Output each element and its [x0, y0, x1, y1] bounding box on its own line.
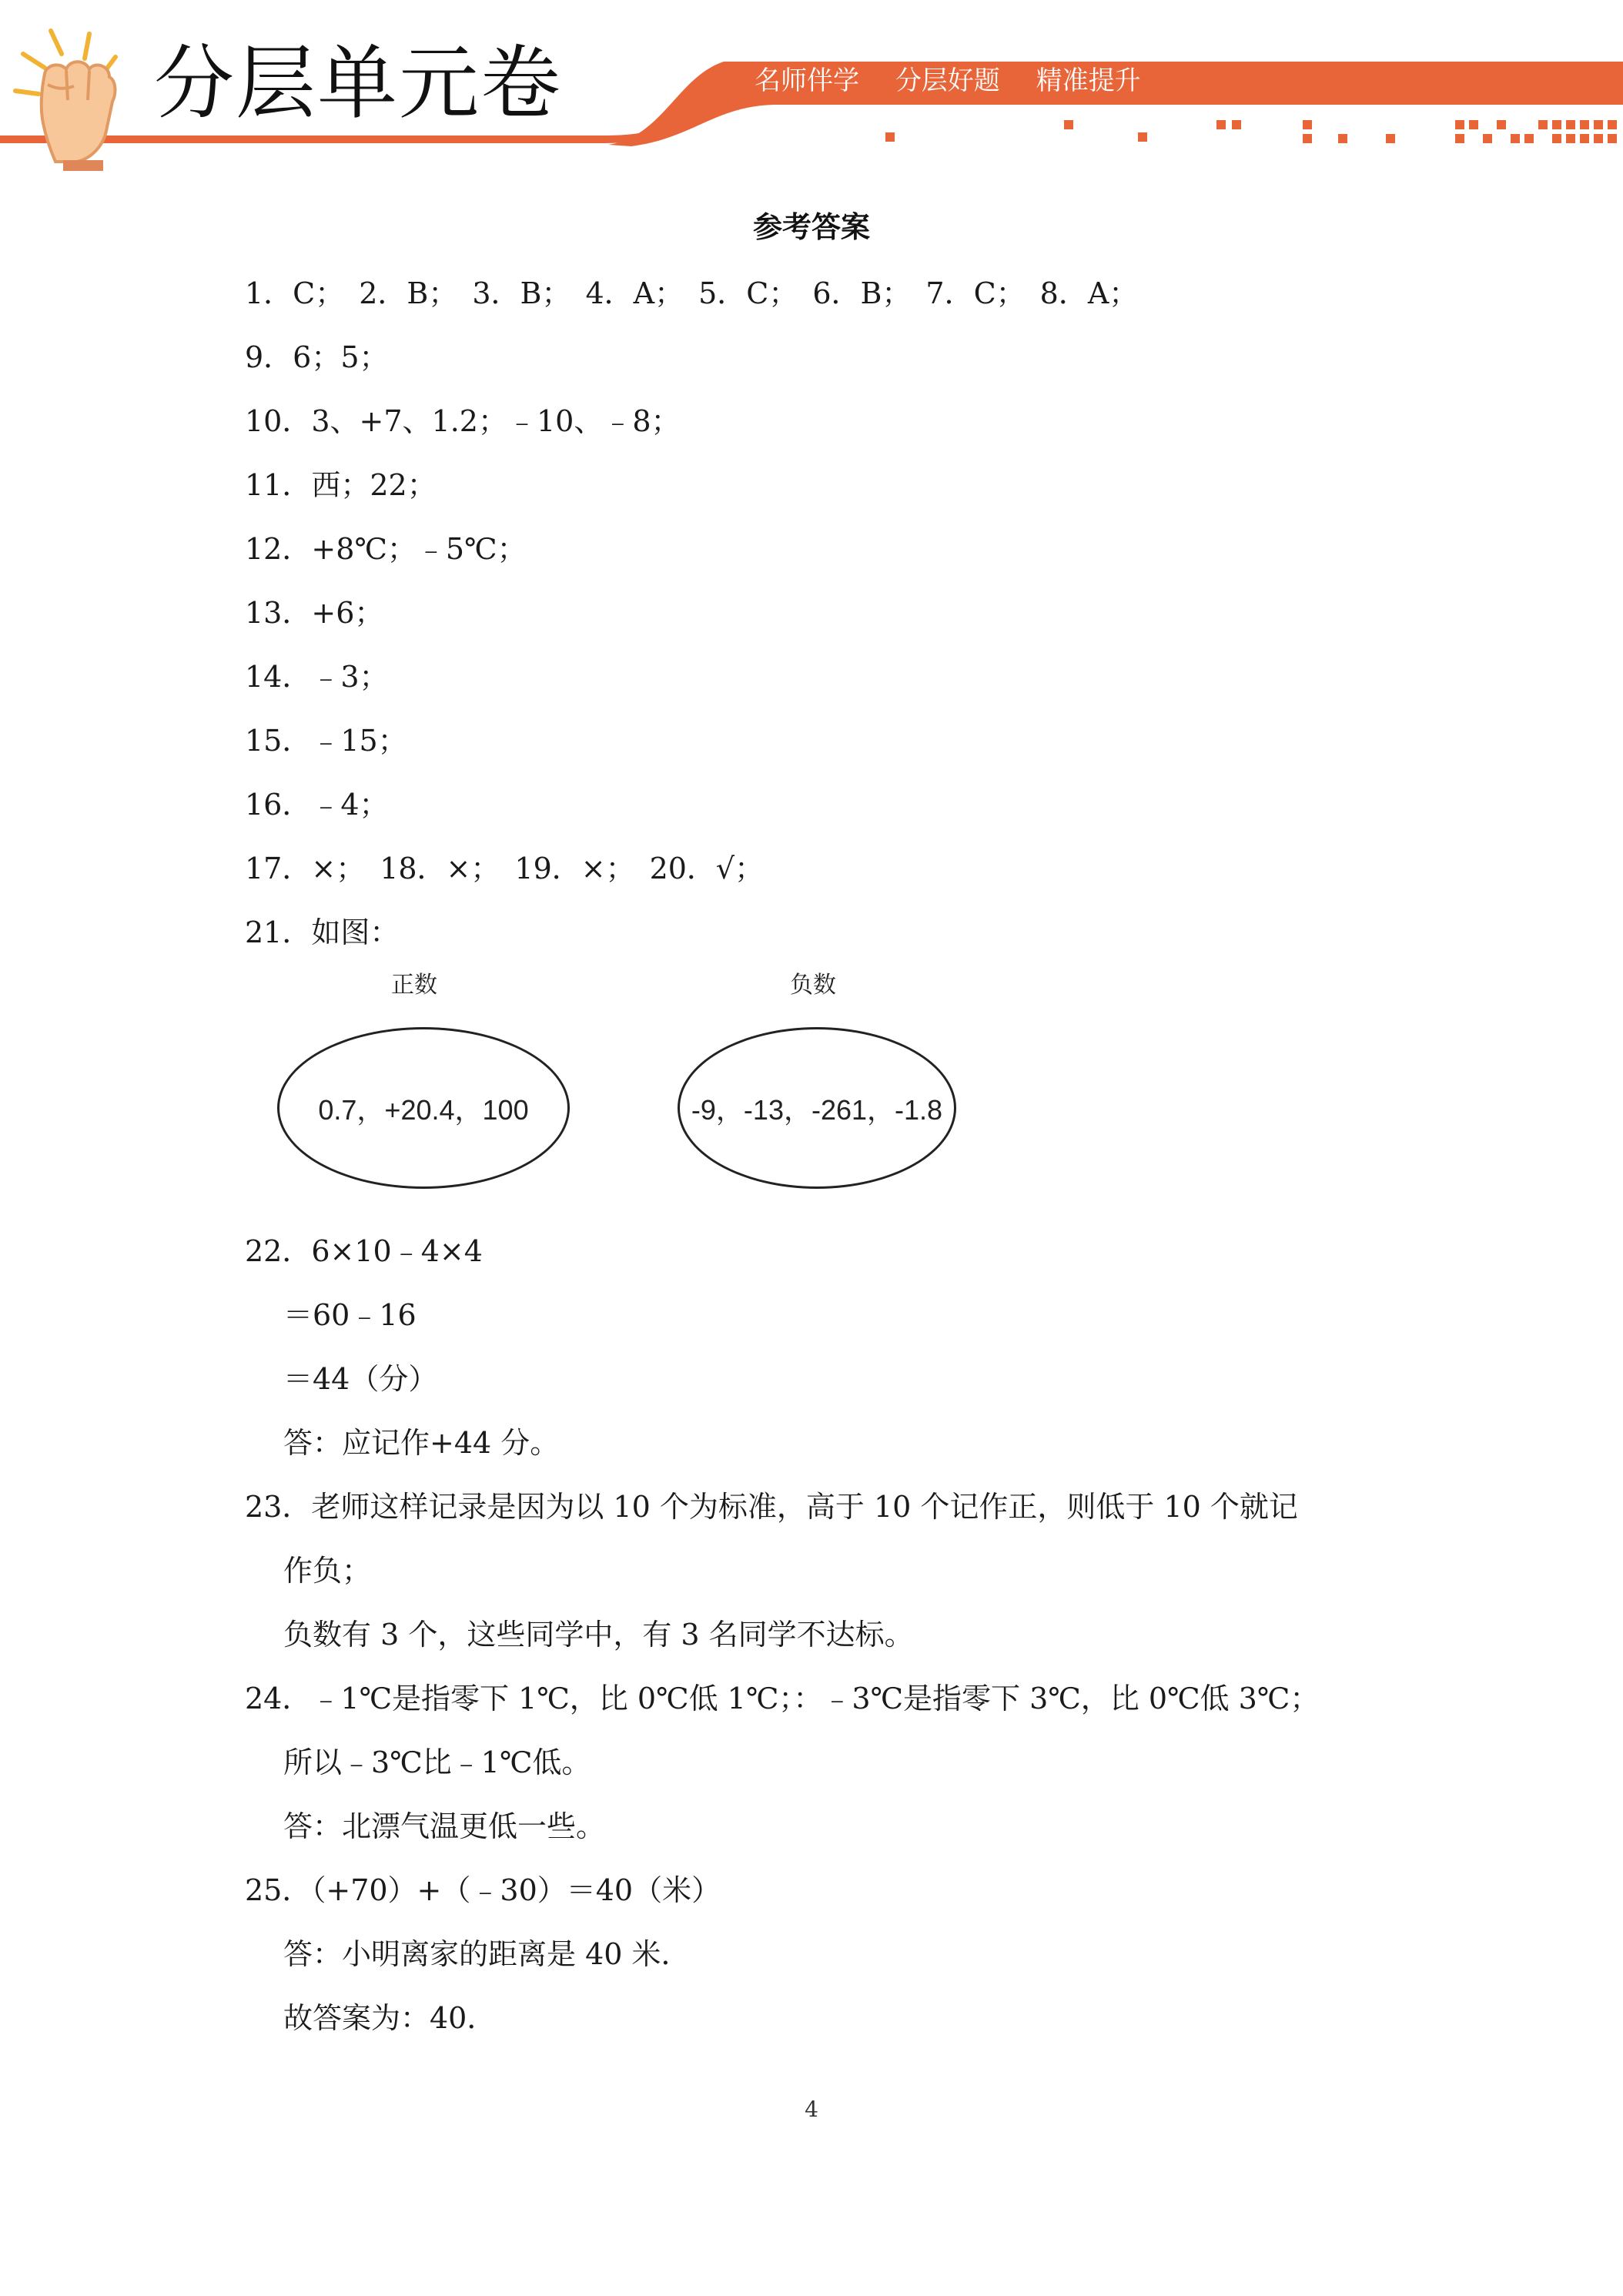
- answer-line-23: 23．老师这样记录是因为以 10 个为标准，高于 10 个记作正，则低于 10 个就记: [245, 1490, 1298, 1524]
- positive-values: 0.7，+20.4，100: [318, 1093, 529, 1126]
- page-number: 4: [805, 2097, 818, 2122]
- answer-line-14: 14．﹣3；: [245, 660, 389, 694]
- answer-line-24-cont: 所以﹣3℃比﹣1℃低。: [283, 1745, 591, 1779]
- figure-21: [277, 972, 970, 1203]
- answer-line-11: 11．西；22；: [245, 468, 437, 502]
- answer-line-22-answer: 答：应记作+44 分。: [283, 1426, 560, 1460]
- brand-title: 分层单元卷: [154, 36, 563, 130]
- positive-label: 正数: [391, 972, 437, 999]
- answer-line-21: 21．如图：: [245, 915, 400, 949]
- answer-line-22-step: ＝60﹣16: [283, 1298, 417, 1332]
- answer-line-24-answer: 答：北漂气温更低一些。: [283, 1809, 606, 1843]
- header-slogan: [755, 60, 1169, 102]
- answer-line-10: 10．3、+7、1.2；﹣10、﹣8；: [245, 404, 681, 438]
- answer-line-9: 9．6；5；: [245, 340, 389, 374]
- slogan-item: 名师伴学: [755, 65, 859, 96]
- answer-line-22: 22．6×10﹣4×4: [245, 1234, 483, 1268]
- decorative-squares: [885, 120, 1617, 143]
- answer-line-24: 24．﹣1℃是指零下 1℃，比 0℃低 1℃；：﹣3℃是指零下 3℃，比 0℃低 3℃；: [245, 1682, 1320, 1715]
- answer-line-22-step: ＝44（分）: [283, 1362, 438, 1396]
- fist-icon: [15, 31, 115, 171]
- slogan-item: 精准提升: [1036, 65, 1141, 96]
- answer-line-23-cont: 负数有 3 个，这些同学中，有 3 名同学不达标。: [283, 1618, 914, 1652]
- answer-line-1-8: 1．C； 2．B； 3．B； 4．A； 5．C； 6．B； 7．C； 8．A；: [245, 276, 1139, 310]
- negative-oval: [678, 1027, 956, 1189]
- page-title: 参考答案: [752, 210, 870, 244]
- answer-line-25-final: 故答案为：40．: [283, 2001, 497, 2035]
- negative-values: -9，-13，-261，-1.8: [691, 1093, 943, 1126]
- negative-label: 负数: [790, 972, 836, 999]
- answer-line-15: 15．﹣15；: [245, 724, 407, 758]
- answer-line-25-answer: 答：小明离家的距离是 40 米．: [283, 1937, 691, 1971]
- slogan-item: 分层好题: [895, 65, 1000, 96]
- answer-line-17-20: 17．×； 18．×； 19．×； 20．√；: [245, 852, 765, 885]
- answer-line-23-cont: 作负；: [283, 1554, 372, 1588]
- answer-line-25: 25．（+70）+（﹣30）＝40（米）: [245, 1873, 721, 1907]
- answer-line-16: 16．﹣4；: [245, 788, 389, 822]
- answer-line-12: 12．+8℃；﹣5℃；: [245, 532, 527, 566]
- positive-oval: [277, 1027, 570, 1189]
- page-header: [0, 0, 1623, 177]
- answer-line-13: 13．+6；: [245, 596, 384, 630]
